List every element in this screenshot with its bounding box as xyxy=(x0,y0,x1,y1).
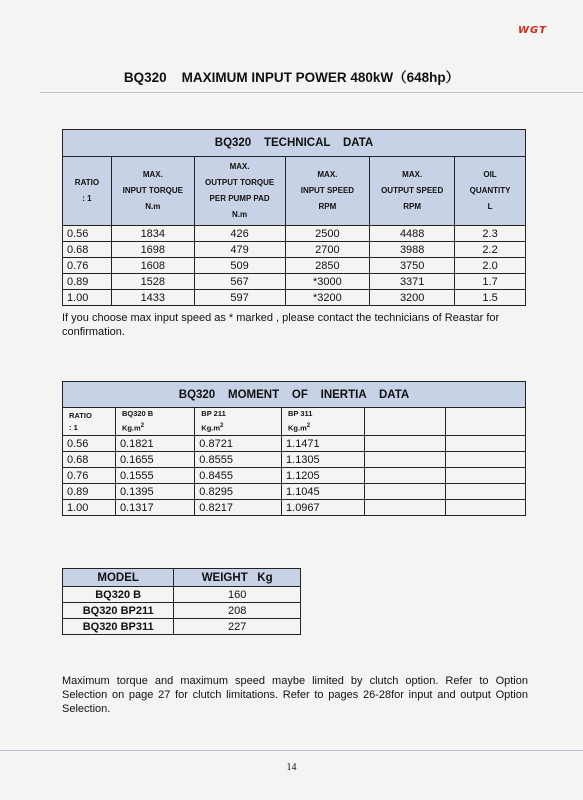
header-line: MAX. xyxy=(229,162,250,171)
table-row xyxy=(63,587,301,603)
header-cell xyxy=(115,408,194,436)
table-cell xyxy=(445,484,526,500)
header-cell xyxy=(195,408,282,436)
table-cell xyxy=(365,468,445,484)
footer-rule xyxy=(0,750,583,751)
header-line: MAX. xyxy=(317,170,338,179)
header-line: N.m xyxy=(145,202,161,211)
table-cell: 3750 xyxy=(370,258,455,274)
header-cell xyxy=(285,157,370,226)
header-text: Kg.m xyxy=(121,423,141,433)
header-line: RPM xyxy=(318,202,337,211)
header-cell xyxy=(194,157,285,226)
table-cell: 0.8217 xyxy=(195,500,282,516)
header-rule xyxy=(40,92,583,93)
inertia-header-row xyxy=(63,408,526,436)
table-cell: 2500 xyxy=(285,226,370,242)
table-row xyxy=(63,603,301,619)
table-cell: 1.1205 xyxy=(282,468,365,484)
table-cell: 0.8295 xyxy=(195,484,282,500)
header-text: RATIO xyxy=(69,410,92,420)
table-cell: 0.8455 xyxy=(195,468,282,484)
table-cell xyxy=(445,500,526,516)
header-line xyxy=(201,408,281,420)
table-row xyxy=(63,468,526,484)
table-cell xyxy=(365,484,445,500)
header-line xyxy=(288,408,364,420)
header-cell xyxy=(63,157,112,226)
table-cell: 0.76 xyxy=(63,258,112,274)
table-cell xyxy=(365,500,445,516)
header-cell: WEIGHT Kg xyxy=(174,569,301,587)
table-cell: 3371 xyxy=(370,274,455,290)
header-text: Kg.m xyxy=(288,423,307,433)
table-cell: 0.1317 xyxy=(115,500,194,516)
table-cell: 0.68 xyxy=(63,242,112,258)
table-cell: 1.1045 xyxy=(282,484,365,500)
header-line xyxy=(69,422,115,434)
header-cell xyxy=(111,157,194,226)
table-cell: 1834 xyxy=(111,226,194,242)
header-line: RPM xyxy=(403,202,422,211)
table-cell: 1.1471 xyxy=(282,436,365,452)
table-cell: 1.1305 xyxy=(282,452,365,468)
table-row xyxy=(63,484,526,500)
table-cell: 208 xyxy=(174,603,301,619)
header-cell xyxy=(365,408,445,436)
table-cell: 160 xyxy=(174,587,301,603)
header-cell xyxy=(282,408,365,436)
table-row xyxy=(63,258,526,274)
header-cell: MODEL xyxy=(63,569,174,587)
table-cell xyxy=(445,468,526,484)
table-cell: 567 xyxy=(194,274,285,290)
header-cell xyxy=(455,157,526,226)
speed-note: If you choose max input speed as * marked , please contact the technicians of Reastar for confirmation. xyxy=(62,312,500,338)
table-row xyxy=(63,290,526,306)
table-cell: 4488 xyxy=(370,226,455,242)
header-line: OIL xyxy=(483,170,497,179)
table-cell: 3200 xyxy=(370,290,455,306)
footer-note: Maximum torque and maximum speed maybe limited by clutch option. Refer to Option Selection on page 27 for clutch limitations. Refer to pages 26-28for input and output Option Selection. xyxy=(62,675,528,715)
table-cell: 2850 xyxy=(285,258,370,274)
header-cell xyxy=(445,408,526,436)
table-cell: 0.89 xyxy=(63,274,112,290)
table-cell xyxy=(445,436,526,452)
header-text: Kg.m xyxy=(201,423,221,433)
header-line: QUANTITY xyxy=(469,186,511,195)
table-cell: 426 xyxy=(194,226,285,242)
header-line: N.m xyxy=(232,210,248,219)
table-cell: 0.68 xyxy=(63,452,116,468)
table-cell: 0.56 xyxy=(63,226,112,242)
header-line: OUTPUT TORQUE xyxy=(205,178,275,187)
table-row xyxy=(63,274,526,290)
header-line: : 1 xyxy=(82,194,92,203)
table-cell: 0.8555 xyxy=(195,452,282,468)
table-cell: 1.0967 xyxy=(282,500,365,516)
header-cell xyxy=(370,157,455,226)
header-line xyxy=(122,408,194,420)
weight-header-row xyxy=(63,569,301,587)
table-cell xyxy=(365,436,445,452)
table-cell: 1.00 xyxy=(63,500,116,516)
table-row xyxy=(63,226,526,242)
header-line xyxy=(122,420,194,435)
table-cell: 0.89 xyxy=(63,484,116,500)
weight-table xyxy=(62,568,301,635)
table-row xyxy=(63,500,526,516)
table-cell: 1.7 xyxy=(455,274,526,290)
header-line: MAX. xyxy=(142,170,163,179)
technical-header-row xyxy=(63,157,526,226)
table-cell: 1698 xyxy=(111,242,194,258)
table-cell: 0.1655 xyxy=(115,452,194,468)
table-cell: 2.0 xyxy=(455,258,526,274)
header-line: RATIO xyxy=(74,178,100,187)
header-text: BP 311 xyxy=(288,409,313,419)
header-line xyxy=(201,420,281,435)
header-line: PER PUMP PAD xyxy=(209,194,270,203)
table-cell: 1.5 xyxy=(455,290,526,306)
header-line: INPUT SPEED xyxy=(300,186,355,195)
page-number: 14 xyxy=(286,762,297,773)
page-title: BQ320 MAXIMUM INPUT POWER 480kW（648hp） xyxy=(123,70,460,85)
inertia-data-table xyxy=(62,381,526,516)
table-cell: 1528 xyxy=(111,274,194,290)
table-row xyxy=(63,619,301,635)
table-cell: 1608 xyxy=(111,258,194,274)
table-cell: 0.1395 xyxy=(115,484,194,500)
technical-table-caption: BQ320 TECHNICAL DATA xyxy=(63,130,526,157)
header-line: INPUT TORQUE xyxy=(122,186,183,195)
header-text: BQ320 B xyxy=(121,409,154,419)
header-cell xyxy=(63,408,116,436)
table-cell: BQ320 BP311 xyxy=(63,619,174,635)
table-cell: 2700 xyxy=(285,242,370,258)
unit-superscript: 2 xyxy=(220,423,224,430)
table-row xyxy=(63,242,526,258)
table-cell: *3200 xyxy=(285,290,370,306)
unit-superscript: 2 xyxy=(140,423,145,430)
table-cell: 3988 xyxy=(370,242,455,258)
table-row xyxy=(63,452,526,468)
header-text: BP 211 xyxy=(201,409,226,419)
header-line: OUTPUT SPEED xyxy=(381,186,444,195)
inertia-table-caption: BQ320 MOMENT OF INERTIA DATA xyxy=(63,382,526,408)
table-cell: 597 xyxy=(194,290,285,306)
table-cell: BQ320 BP211 xyxy=(63,603,174,619)
table-cell: 0.76 xyxy=(63,468,116,484)
table-cell: 1433 xyxy=(111,290,194,306)
table-cell: 479 xyxy=(194,242,285,258)
table-cell xyxy=(365,452,445,468)
header-line xyxy=(69,410,115,422)
table-cell: 509 xyxy=(194,258,285,274)
header-line: L xyxy=(487,202,493,211)
table-cell: 2.2 xyxy=(455,242,526,258)
header-line xyxy=(288,420,364,435)
table-row xyxy=(63,436,526,452)
table-cell xyxy=(445,452,526,468)
table-cell: 2.3 xyxy=(455,226,526,242)
table-cell: 0.1555 xyxy=(115,468,194,484)
table-cell: 1.00 xyxy=(63,290,112,306)
table-cell: 0.8721 xyxy=(195,436,282,452)
table-cell: BQ320 B xyxy=(63,587,174,603)
brand-logo: WGT xyxy=(518,25,547,36)
header-line: MAX. xyxy=(402,170,423,179)
header-text: : 1 xyxy=(69,422,78,432)
unit-superscript: 2 xyxy=(306,423,311,430)
table-cell: 227 xyxy=(174,619,301,635)
table-cell: 0.1821 xyxy=(115,436,194,452)
table-cell: *3000 xyxy=(285,274,370,290)
technical-data-table xyxy=(62,129,526,306)
table-cell: 0.56 xyxy=(63,436,116,452)
